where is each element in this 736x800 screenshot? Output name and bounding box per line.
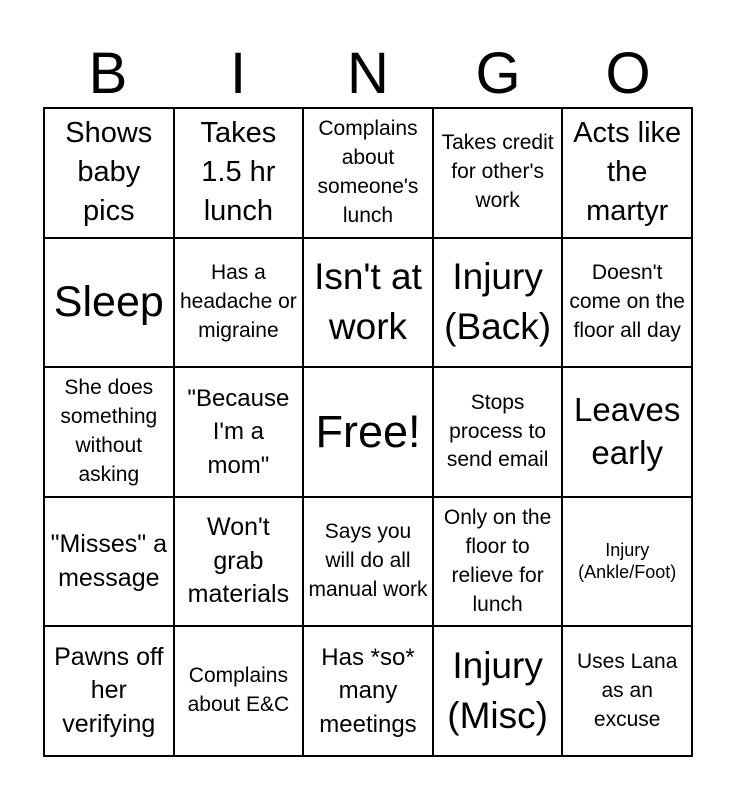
bingo-cell[interactable] xyxy=(563,109,693,239)
bingo-cell-text: Injury (Back) xyxy=(444,256,552,348)
bingo-cell[interactable] xyxy=(175,627,305,757)
bingo-cell[interactable] xyxy=(563,498,693,628)
bingo-cell[interactable] xyxy=(45,239,175,369)
bingo-cell[interactable] xyxy=(434,498,564,628)
bingo-cell[interactable] xyxy=(434,627,564,757)
bingo-header xyxy=(43,40,693,108)
bingo-cell[interactable] xyxy=(434,239,564,369)
bingo-cell-text: Complains about someone's lunch xyxy=(317,116,419,227)
bingo-cell[interactable] xyxy=(45,109,175,239)
bingo-cell-text: Stops process to send email xyxy=(446,390,549,472)
bingo-cell-text: Injury (Ankle/Foot) xyxy=(578,540,677,582)
header-letter-n: N xyxy=(347,41,389,106)
bingo-cell[interactable] xyxy=(304,239,434,369)
bingo-cell-text: Doesn't come on the floor all day xyxy=(569,260,685,342)
bingo-cell-text: Shows baby pics xyxy=(65,117,153,228)
bingo-cell[interactable] xyxy=(563,627,693,757)
header-letter-g: G xyxy=(475,41,521,106)
bingo-cell[interactable] xyxy=(563,368,693,498)
bingo-cell-text: Complains about E&C xyxy=(187,664,290,717)
header-letter-o: O xyxy=(605,41,651,106)
bingo-cell[interactable] xyxy=(45,627,175,757)
bingo-cell-text: Injury (Misc) xyxy=(447,645,548,737)
bingo-cell[interactable] xyxy=(175,239,305,369)
bingo-cell[interactable] xyxy=(175,498,305,628)
bingo-cell[interactable] xyxy=(45,368,175,498)
bingo-card-grid xyxy=(43,107,693,757)
bingo-cell-text: She does something without asking xyxy=(60,376,158,486)
bingo-cell-text: "Because I'm a mom" xyxy=(187,384,290,479)
bingo-cell-text: Has a headache or migraine xyxy=(180,260,297,342)
bingo-cell-text: Acts like the martyr xyxy=(573,117,682,228)
bingo-cell[interactable] xyxy=(175,368,305,498)
bingo-cell[interactable] xyxy=(434,368,564,498)
free-space-text: Free! xyxy=(315,405,421,457)
bingo-cell-text: "Misses" a message xyxy=(50,530,167,592)
bingo-cell[interactable] xyxy=(175,109,305,239)
bingo-cell-text: Won't grab materials xyxy=(187,513,290,609)
bingo-cell-text: Isn't at work xyxy=(314,256,422,348)
bingo-cell[interactable] xyxy=(45,498,175,628)
bingo-cell-text: Uses Lana as an excuse xyxy=(576,649,678,731)
header-letter-i: I xyxy=(229,41,247,106)
bingo-cell-text: Takes 1.5 hr lunch xyxy=(200,117,277,228)
bingo-cell[interactable] xyxy=(304,627,434,757)
bingo-cell[interactable] xyxy=(304,368,434,498)
bingo-cell[interactable] xyxy=(304,498,434,628)
bingo-cell-text: Takes credit for other's work xyxy=(441,131,554,213)
bingo-cell-text: Pawns off her verifying xyxy=(54,642,164,738)
bingo-cell-text: Has *so* many meetings xyxy=(319,643,417,738)
bingo-cell[interactable] xyxy=(563,239,693,369)
bingo-cell-text: Says you will do all manual work xyxy=(308,520,428,602)
bingo-cell[interactable] xyxy=(434,109,564,239)
bingo-cell[interactable] xyxy=(304,109,434,239)
header-letter-b: B xyxy=(88,41,128,106)
bingo-cell-text: Only on the floor to relieve for lunch xyxy=(443,505,552,616)
bingo-cell-text: Sleep xyxy=(53,277,164,326)
bingo-cell-text: Leaves early xyxy=(573,391,681,471)
